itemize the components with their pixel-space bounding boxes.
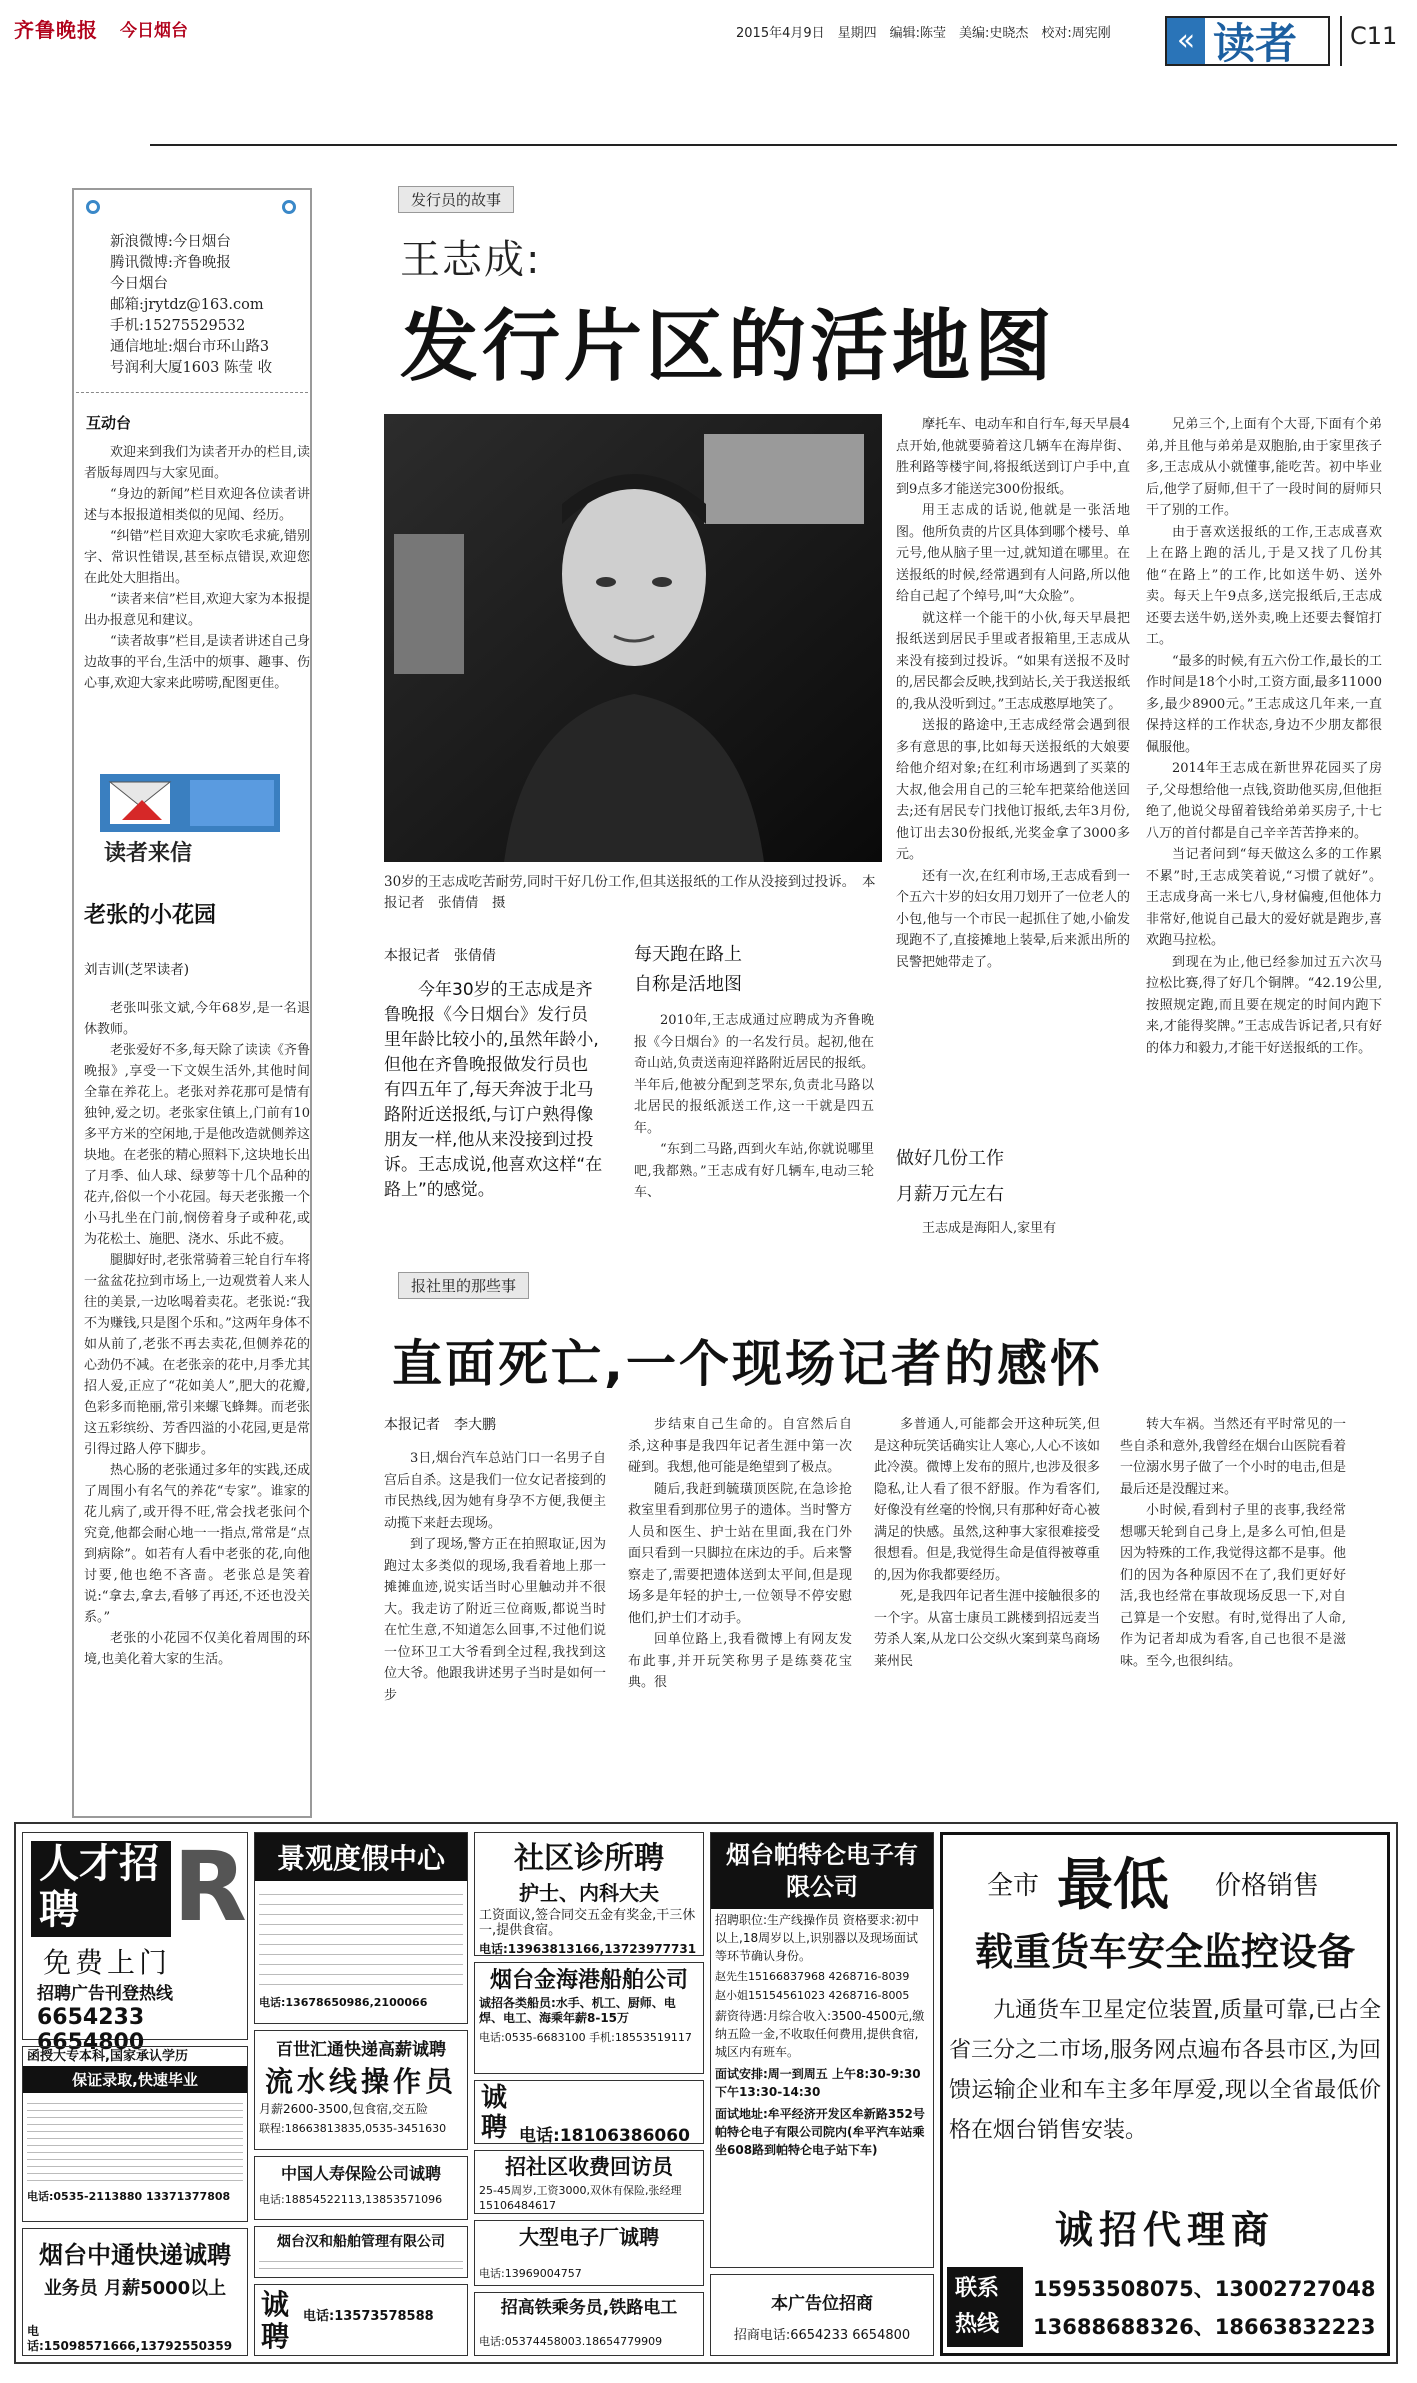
ad-phone: 电话:13573578588 [303, 2309, 434, 2324]
ad-resort [254, 1832, 468, 2024]
ad-talent-recruit [22, 1831, 248, 2055]
header-divider [1340, 16, 1342, 66]
story-column: 3日,烟台汽车总站门口一名男子自宫后自杀。这是我们一位女记者接到的市民热线,因为她有身孕不方便,我便主动揽下来赶去现场。 到了现场,警方正在拍照取证,因为跑过太多类似的现场,我看着地上那一摊摊血迹,说实话当时心里触动并不很大。我走访了附近三位商贩,都说当时在忙生意,不知道怎么回事,不过他们说一位环卫工大爷看到全过程,我找到这位大爷。他跟我讲述男子当时是如何一步 [384, 1451, 606, 1703]
ad-title: 函授大专本科,国家承认学历 [27, 2049, 188, 2064]
ad-text: 招聘广告刊登热线 [37, 1984, 173, 2004]
ad-electronics [474, 2220, 704, 2286]
subhead: 自称是活地图 [634, 974, 742, 995]
ad-phone: 电话:0535-6683100 手机:18553519117 [479, 2031, 692, 2044]
contact-line: 腾讯微博:齐鲁晚报 [110, 255, 231, 271]
ad-title: 烟台金海港船舶公司 [489, 1968, 688, 1993]
ad-text: 月薪2600-3500,包食宿,交五险 [259, 2102, 429, 2116]
story-column: 2010年,王志成通过应聘成为齐鲁晚报《今日烟台》的一名发行员。起初,他在奇山站,负责送南迎祥路附近居民的报纸。半年后,他被分配到芝罘东,负责北马路以北居民的报纸派送工作,这一干就是四五年。 “东到二马路,西到火车站,你就说哪里吧,我都熟。”王志成有好几辆车,电动三轮车、 [634, 1013, 874, 1200]
story-column: 转大车祸。当然还有平时常见的一些自杀和意外,我曾经在烟台山医院看着一位溺水男子做了一个小时的电击,但是最后还是没醒过来。 小时候,看到村子里的丧事,我经常想哪天轮到自己身上,是多么可怕,但是因为特殊的工作,我觉得这都不是事。他们的因为各种原因不在了,我们更好好活,我也经常在事故现场反思一下,对自己算是一个安慰。有时,觉得出了人命,作为记者却成为看客,自己也很不是滋味。至今,也很纠结。 [1120, 1417, 1346, 1669]
ad-label: 联系热线 [947, 2267, 1023, 2347]
ring-icon [86, 200, 100, 214]
ad-title: 招高铁乘务员,铁路电工 [500, 2298, 678, 2318]
ad-title: 大型电子厂诚聘 [519, 2225, 659, 2249]
story-column: 摩托车、电动车和自行车,每天早晨4点开始,他就要骑着这几辆车在海岸街、胜利路等楼宇间,将报纸送到订户手中,直到9点多才能送完300份报纸。 用王志成的话说,他就是一张活地图。他所负责的片区具体到哪个楼号、单元号,他从脑子里一过,就知道在哪里。在送报纸的时候,经常遇到有人问路,所以他给自己起了个绰号,叫“大众脸”。 就这样一个能干的小伙,每天早晨把报纸送到居民手里或者报箱里,王志成从来没有接到过投诉。“如果有送报不及时的,居民都会反映,找到站长,关于我送报纸的,我从没听到过。”王志成憨厚地笑了。 送报的路途中,王志成经常会遇到很多有意思的事,比如每天送报纸的大娘要给他介绍对象;在红利市场遇到了买菜的大叔,他会用自己的三轮车把菜给他送回去;还有居民专门找他订报纸,去年3月份,他订出去30份报纸,光奖金拿了3000多元。 还有一次,在红利市场,王志成看到一个五六十岁的妇女用刀划开了一位老人的小包,他与一个市民一起抓住了她,小偷发现跑不了,直接摊地上装晕,后来派出所的民警把她带走了。 [896, 417, 1131, 970]
ad-title: 社区诊所聘 [514, 1841, 664, 1876]
contact-line: 号润利大厦1603 陈莹 收 [110, 360, 273, 376]
ad-title: 招社区收费回访员 [505, 2155, 673, 2179]
ad-education [22, 2046, 248, 2222]
portrait-photo [384, 414, 882, 862]
ad-text: 诚招各类船员:水手、机工、厨师、电焊、电工、海乘年薪8-15万 [479, 1996, 676, 2025]
ad-text: 面试安排:周一到周五 上午8:30-9:30 下午13:30-14:30 [715, 2067, 921, 2099]
ad-text: 薪资待遇:月综合收入:3500-4500元,缴纳五险一金,不收取任何费用,提供食宿,城区内有班车。 [715, 2009, 925, 2059]
byline: 本报记者 李大鹏 [384, 1417, 496, 1433]
contact-line: 手机:15275529532 [110, 318, 246, 334]
ring-icon [282, 200, 296, 214]
ad-text: 九通货车卫星定位装置,质量可靠,已占全省三分之二市场,服务网点遍布各县市区,为回馈运输企业和车主多年厚爱,现以全省最低价格在烟台销售安装。 [949, 1998, 1381, 2143]
ad-title: 诚聘 [481, 2083, 508, 2143]
ad-title: 中国人寿保险公司诚聘 [280, 2164, 441, 2183]
forum-title: 互动台 [86, 414, 132, 432]
lead-paragraph: 今年30岁的王志成是齐鲁晚报《今日烟台》发行员里年龄比较小的,虽然年龄小,但他在齐鲁晚报做发行员也有四五年了,每天奔波于北马路附近送报纸,与订户熟得像朋友一样,他从来没接到过投诉。王志成说,他喜欢这样“在路上”的感觉。 [384, 980, 603, 1200]
section-tag: 报社里的那些事 [398, 1272, 529, 1299]
ad-title: 人才招聘 [31, 1841, 171, 1937]
headline-kicker: 王志成: [400, 237, 542, 283]
ad-phone: 电话:13969004757 [479, 2267, 582, 2280]
ad-phone: 赵小姐15154561023 4268716-8005 [715, 1989, 910, 2002]
ad-text: 全市 [987, 1871, 1040, 1901]
byline: 本报记者 张倩倩 [384, 948, 496, 964]
ad-best-express [254, 2030, 468, 2150]
forum-text: 欢迎来到我们为读者开办的栏目,读者版每周四与大家见面。 “身边的新闻”栏目欢迎各位读者讲述与本报报道相类似的见闻、经历。 “纠错”栏目欢迎大家吹毛求疵,错别字、常识性错误,甚至标点错误,欢迎您在此处大胆指出。 “读者来信”栏目,欢迎大家为本报提出办报意见和建议。 “读者故事”栏目,是读者讲述自己身边故事的平台,生活中的烦事、趣事、伤心事,欢迎大家来此唠唠,配图更佳。 [84, 445, 310, 691]
ad-title: 诚聘 [261, 2288, 290, 2353]
section-name: 今日烟台 [120, 21, 188, 41]
ad-patelun [710, 1832, 934, 2268]
headline: 发行片区的活地图 [400, 302, 1057, 392]
story-column: 王志成是海阳人,家里有 [922, 1221, 1057, 1236]
letter-body: 老张叫张文斌,今年68岁,是一名退休教师。 老张爱好不多,每天除了读读《齐鲁晚报》,享受一下文娱生活外,其他时间全靠在养花上。老张对养花那可是情有独钟,爱之切。老张家住镇上,门前有10多平方米的空闲地,于是他改造就侧养这块地。在老张的精心照料下,这块地长出了月季、仙人球、绿萝等十几个品种的花卉,俗似一个小花园。每天老张搬一个小马扎坐在门前,悯傍着身子或种花,或为花松土、施肥、浇水、乐此不疲。 腿脚好时,老张常骑着三轮自行车将一盆盆花拉到市场上,一边观赏着人来人往的美景,一边吆喝着卖花。老张说:“我不为赚钱,只是图个乐和。”这两年身体不如从前了,老张不再去卖花,但侧养花的心劲仍不减。在老张亲的花中,月季尤其招人爱,正应了“花如美人”,肥大的花瓣,色彩多而艳丽,常引来螺飞蜂舞。而老张这五彩缤纷、芳香四溢的小花园,更是常引得过路人停下脚步。 热心肠的老张通过多年的实践,还成了周围小有名气的养花“专家”。谁家的花儿病了,或开得不旺,常会找老张问个究竟,他都会耐心地一一指点,常常是“点到病除”。如若有人看中老张的花,向他讨要,他也绝不吝啬。老张总是笑着说:“拿去,拿去,看够了再还,不还也没关系。” 老张的小花园不仅美化着周围的环境,也美化着大家的生活。 [84, 1001, 310, 1667]
letter-badge [90, 768, 290, 868]
ad-phone: 电话:13678650986,2100066 [259, 1996, 428, 2009]
ad-title: 百世汇通快递高薪诚聘 [276, 2040, 446, 2060]
contact-line: 通信地址:烟台市环山路3 [110, 339, 270, 355]
ad-title: 本广告位招商 [771, 2294, 873, 2314]
ad-text: 价格销售 [1215, 1871, 1320, 1901]
ad-text: 招聘职位:生产线操作员 资格要求:初中以上,18周岁以上,识别器以及现场面试等环节确认身份。 [715, 1913, 919, 1963]
page-number: C11 [1350, 22, 1398, 50]
ad-title: 烟台帕特仑电子有限公司 [711, 1833, 933, 1909]
issue-meta: 2015年4月9日 星期四 编辑:陈莹 美编:史晓杰 校对:周宪刚 [736, 26, 1111, 41]
contact-line: 邮箱:jrytdz@163.com [110, 297, 264, 313]
ad-text: 25-45周岁,工资3000,双休有保险,张经理15106484617 [479, 2184, 682, 2212]
ad-text: 流水线操作员 [264, 2065, 457, 2098]
story-column: 多普通人,可能都会开这种玩笑,但是这种玩笑话确实让人寒心,人心不该如此冷漠。微博上发布的照片,也涉及很多隐私,让人看了很不舒服。作为看客们,好像没有丝毫的怜悯,只有那种好奇心被满足的快感。虽然,这种事大家很难接受很想看。但是,我觉得生命是值得被尊重的,因为你我都要经历。 死,是我四年记者生涯中接触很多的一个字。从富士康员工跳楼到招远麦当劳杀人案,从龙口公交纵火案到菜鸟商场莱州民 [874, 1417, 1100, 1669]
ad-phone: 13688688326、18663832223 [1033, 2315, 1376, 2339]
ad-title: 烟台中通快递诚聘 [39, 2241, 231, 2269]
ad-clinic [474, 1832, 704, 1956]
ad-letter: R [173, 1831, 247, 1943]
ad-phone: 招商电话:6654233 6654800 [733, 2328, 911, 2343]
fine-print [27, 2097, 243, 2183]
ad-text: 护士、内科大夫 [519, 1881, 659, 1905]
ad-text: 业务员 月薪5000以上 [43, 2278, 227, 2299]
photo-caption: 30岁的王志成吃苦耐劳,同时干好几份工作,但其送报纸的工作从没接到过投诉。 本报记者 张倩倩 摄 [384, 874, 876, 911]
subhead: 每天跑在路上 [634, 944, 742, 965]
letter-title: 老张的小花园 [84, 902, 217, 928]
ad-jinhaigang [474, 1962, 704, 2074]
ad-phone: 15953508075、13002727048 [1033, 2277, 1376, 2301]
ad-title: 最低 [1057, 1852, 1169, 1918]
ad-china-life [254, 2156, 468, 2220]
ad-phone: 电话:18854522113,13853571096 [259, 2193, 443, 2206]
ad-phone: 6654233 6654800 [37, 2005, 145, 2055]
ad-vacancy [710, 2274, 934, 2356]
contact-line: 今日烟台 [110, 276, 168, 292]
ad-hire [254, 2284, 468, 2356]
fine-print [259, 2255, 463, 2275]
contact-line: 新浪微博:今日烟台 [110, 234, 231, 250]
ad-title: 诚招代理商 [1054, 2207, 1275, 2252]
ad-phone: 电话:13963813166,13723977731 [479, 1942, 697, 1956]
ad-title: 载重货车安全监控设备 [974, 1930, 1355, 1974]
ad-railway [474, 2292, 704, 2356]
ad-text: 工资面议,签合同交五金有奖金,干三休一,提供食宿。 [479, 1908, 696, 1938]
newspaper-logo: 齐鲁晚报 [14, 18, 98, 42]
column-title: 读者 [1213, 19, 1298, 68]
ad-zto [22, 2228, 248, 2356]
story-column: 兄弟三个,上面有个大哥,下面有个弟弟,并且他与弟弟是双胞胎,由于家里孩子多,王志成从小就懂事,能吃苦。初中毕业后,他学了厨师,但干了一段时间的厨师只干了别的工作。 由于喜欢送报纸的工作,王志成喜欢上在路上跑的活儿,于是又找了几份其他“在路上”的工作,比如送牛奶、送外卖。每天上午9点多,送完报纸后,王志成还要去送牛奶,送外卖,晚上还要去餐馆打工。 “最多的时候,有五六份工作,最长的工作时间是18个小时,工资方面,最多11000多,最少8900元。”王志成这几年来,一直保持这样的工作状态,身边不少朋友都很佩服他。 2014年王志成在新世界花园买了房子,父母想给他一点钱,资助他买房,但他拒绝了,他说父母留着钱给弟弟买房子,十七八万的首付都是自己辛辛苦苦挣来的。 当记者问到“每天做这么多的工作累不累”时,王志成笑着说,“习惯了就好”。王志成身高一米七八,身材偏瘦,但他体力非常好,他说自己最大的爱好就是跑步,喜欢跑马拉松。 到现在为止,他已经参加过五六次马拉松比赛,得了好几个铜牌。“42.19公里,按照规定跑,而且要在规定的时间内跑下来,才能得奖牌。”王志成告诉记者,只有好的体力和毅力,才能干好送报纸的工作。 [1146, 417, 1382, 1056]
ad-community [474, 2150, 704, 2214]
fine-print [259, 1885, 463, 1989]
ad-warehouse [474, 2080, 704, 2144]
header-rule [150, 144, 1397, 146]
ad-phone: 电话:18106386060 [519, 2126, 690, 2146]
ad-text: 免费上门 [43, 1946, 172, 1979]
column-badge [1165, 16, 1330, 66]
ad-phone: 联程:18663813835,0535-3451630 [259, 2122, 447, 2135]
section-tag: 发行员的故事 [398, 186, 514, 213]
chevron-left-icon: « [1167, 18, 1205, 64]
ad-title: 烟台汉和船舶管理有限公司 [277, 2234, 445, 2250]
divider [76, 392, 308, 393]
ad-text: 面试地址:牟平经济开发区牟新路352号帕特仑电子有限公司院内(牟平汽车站乘坐608路到帕特仑电子站下车) [715, 2107, 925, 2157]
ad-title: 景观度假中心 [255, 1833, 467, 1881]
ad-phone: 电话:0535-2113880 13371377808 [27, 2190, 231, 2203]
headline: 直面死亡,一个现场记者的感怀 [392, 1335, 1103, 1393]
ad-text: 保证录取,快速毕业 [23, 2066, 247, 2093]
ad-phone: 电话:05374458003.18654779909 [479, 2335, 663, 2348]
ad-phone: 电话:15098571666,13792550359 [27, 2324, 233, 2353]
ad-ship-management [254, 2226, 468, 2278]
story-column: 步结束自己生命的。自宫然后自杀,这种事是我四年记者生涯中第一次碰到。我想,他可能是绝望到了极点。 随后,我赶到毓璜顶医院,在急诊抢救室里看到那位男子的遗体。当时警方人员和医生、护士站在里面,我在门外面只看到一只脚拉在床边的手。后来警察走了,需要把遗体送到太平间,但是现场多是年轻的护士,一位领导不停安慰他们,护士们才动手。 回单位路上,我看微博上有网友发布此事,并开玩笑称男子是练葵花宝典。很 [628, 1417, 852, 1690]
letter-badge-label: 读者来信 [104, 841, 193, 866]
ad-truck-monitor [940, 1832, 1390, 2356]
subhead: 做好几份工作 [896, 1148, 1004, 1169]
subhead: 月薪万元左右 [896, 1184, 1004, 1205]
letter-author: 刘吉训(芝罘读者) [84, 962, 190, 978]
ad-phone: 赵先生15166837968 4268716-8039 [715, 1970, 910, 1983]
